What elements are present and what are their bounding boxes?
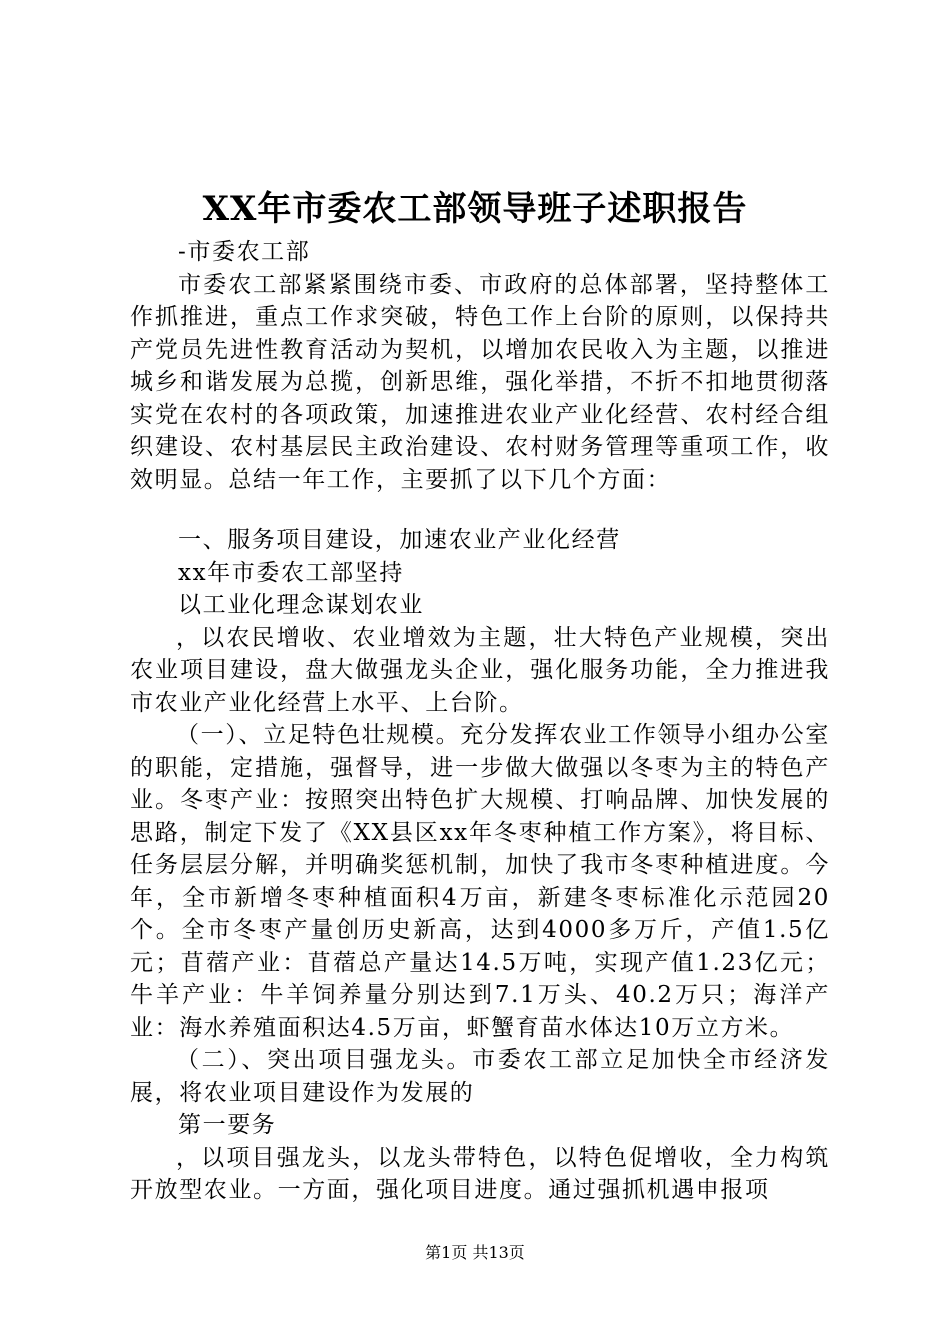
paragraph-fragment: 第一要务 — [178, 1112, 277, 1138]
body-paragraph: （二）、突出项目强龙头。市委农工部立足加快全市经济发展，将农业项目建设作为发展的 — [130, 1047, 830, 1106]
paragraph-fragment: 以工业化理念谋划农业 — [178, 592, 424, 618]
body-paragraph: ，以项目强龙头，以龙头带特色，以特色促增收，全力构筑开放型农业。一方面，强化项目进度。通过强抓机遇申报项 — [130, 1144, 830, 1203]
paragraph-gap — [130, 496, 830, 524]
intro-paragraph: 市委农工部紧紧围绕市委、市政府的总体部署，坚持整体工作抓推进，重点工作求突破，特色工作上台阶的原则，以保持共产党员先进性教育活动为契机，以增加农民收入为主题，以推进城乡和谐发展为总揽，创新思维，强化举措，不折不扣地贯彻落实党在农村的各项政策，加速推进农业产业化经营、农村经合组织建设、农村基层民主政治建设、农村财务管理等重项工作，收效明显。总结一年工作，主要抓了以下几个方面： — [130, 271, 830, 493]
section-heading: 一、服务项目建设，加速农业产业化经营 — [178, 527, 621, 553]
body-paragraph: ，以农民增收、农业增效为主题，壮大特色产业规模，突出农业项目建设，盘大做强龙头企业，强化服务功能，全力推进我市农业产业化经营上水平、上台阶。 — [130, 624, 830, 716]
author-line: -市委农工部 — [178, 239, 311, 265]
document-body — [130, 236, 830, 1207]
body-paragraph: （一）、立足特色壮规模。充分发挥农业工作领导小组办公室的职能，定措施，强督导，进一步做大做强以冬枣为主的特色产业。冬枣产业：按照突出特色扩大规模、打响品牌、加快发展的思路，制定下发了《XX县区xx年冬枣种植工作方案》，将目标、任务层层分解，并明确奖惩机制，加快了我市冬枣种植进度。今年，全市新增冬枣种植面积4万亩，新建冬枣标准化示范园20个。全市冬枣产量创历史新高，达到4000多万斤，产值1.5亿元；苜蓿产业：苜蓿总产量达14.5万吨，实现产值1.23亿元；牛羊产业：牛羊饲养量分别达到7.1万头、40.2万只；海洋产业：海水养殖面积达4.5万亩，虾蟹育苗水体达10万立方米。 — [130, 722, 830, 1041]
document-title: XX年市委农工部领导班子述职报告 — [202, 189, 748, 229]
paragraph-fragment: xx年市委农工部坚持 — [178, 559, 404, 586]
page-footer: 第1页 共13页 — [425, 1243, 525, 1262]
